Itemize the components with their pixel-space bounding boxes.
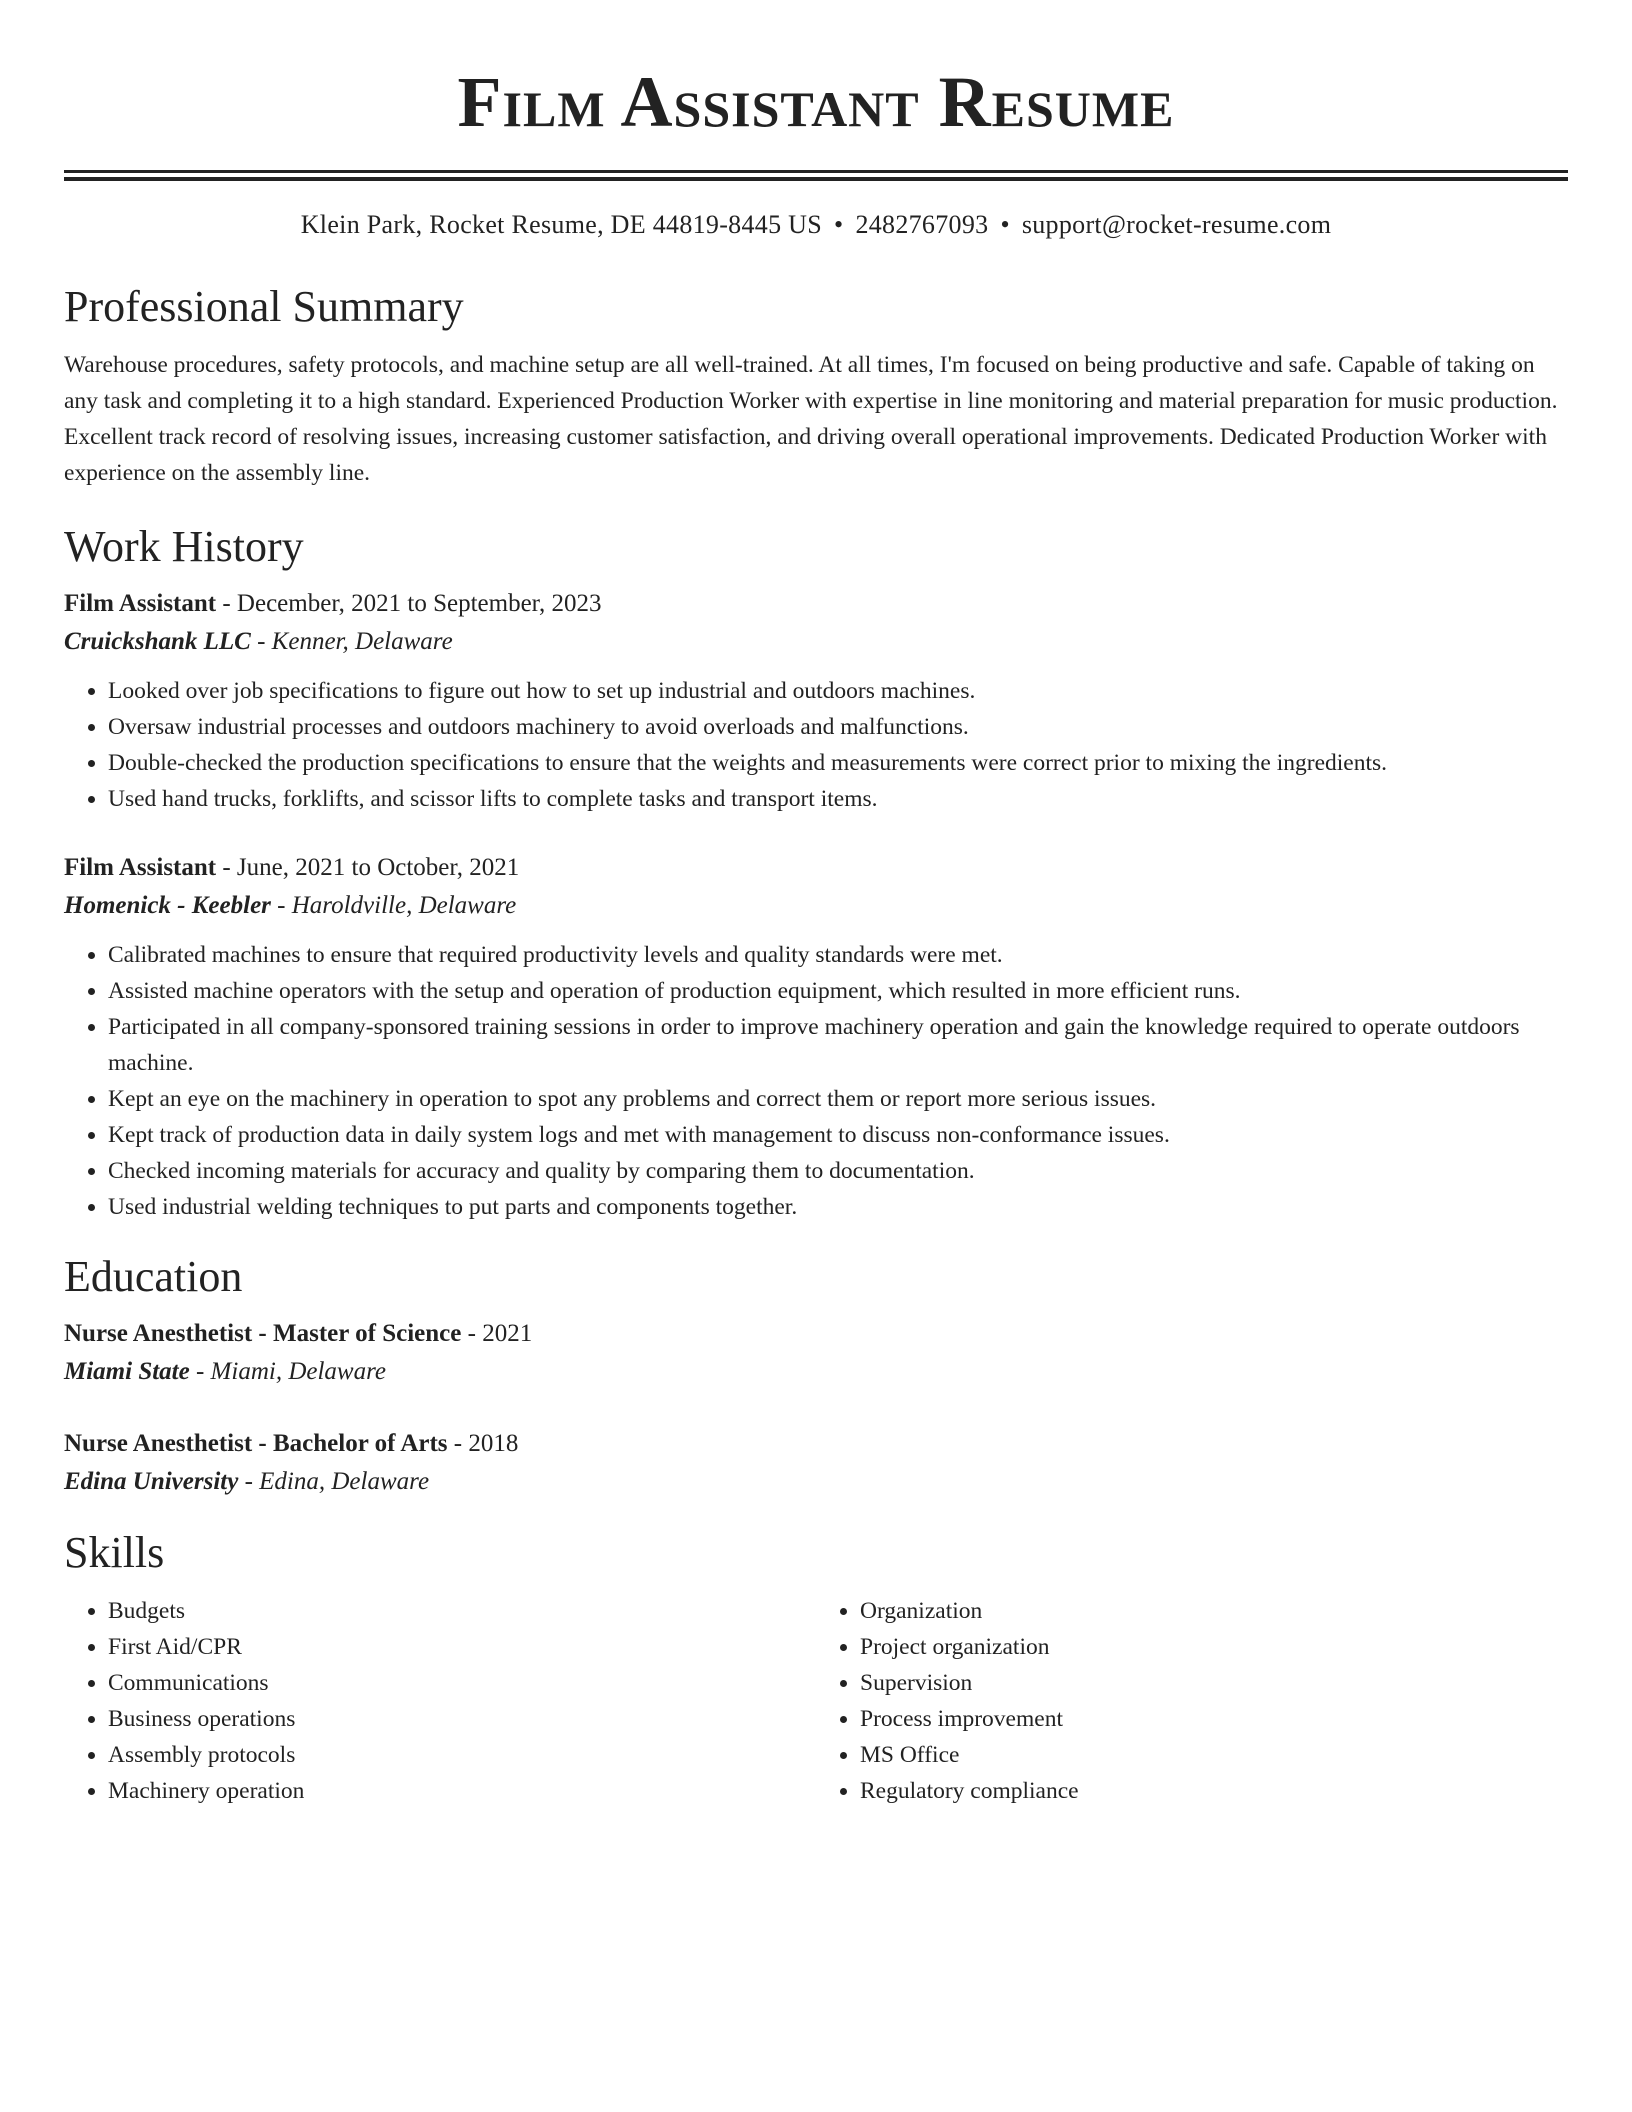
education-school-line bbox=[64, 1353, 1568, 1391]
job-company: Cruickshank LLC bbox=[64, 628, 251, 655]
job-dates: - December, 2021 to September, 2023 bbox=[216, 590, 602, 617]
job-duty: • Participated in all company-sponsored training sessions in order to improve machinery operation and gain the knowledge required to operate outdoors machine. bbox=[108, 1009, 1568, 1081]
job-dates: - June, 2021 to October, 2021 bbox=[216, 854, 520, 881]
job-location: - Haroldville, Delaware bbox=[270, 892, 517, 919]
job-duty: • Kept an eye on the machinery in operation to spot any problems and correct them or report more serious issues. bbox=[108, 1081, 1568, 1117]
contact-address: Klein Park, Rocket Resume, DE 44819-8445 US bbox=[300, 210, 823, 239]
job-duty: • Double-checked the production specifications to ensure that the weights and measurements were correct prior to mixing the ingredients. bbox=[108, 745, 1568, 781]
summary-text: Warehouse procedures, safety protocols, and machine setup are all well-trained. At all times, I'm focused on being productive and safe. Capable of taking on any task and completing it to a high standard. Experienced Production Worker with expertise in line monitoring and material preparation for music production. Excellent track record of resolving issues, increasing customer satisfaction, and driving overall operational improvements. Dedicated Production Worker with experience on the assembly line. bbox=[64, 352, 1558, 486]
skill-item: • Assembly protocols bbox=[108, 1737, 816, 1773]
education-header bbox=[64, 1425, 1568, 1463]
contact-separator: • bbox=[1000, 210, 1010, 239]
section-title-summary: Professional Summary bbox=[64, 282, 464, 331]
skills-grid bbox=[64, 1593, 1568, 1809]
skill-item: • Budgets bbox=[108, 1593, 816, 1629]
skills-list-right bbox=[816, 1593, 1568, 1809]
job-title: Film Assistant bbox=[64, 854, 217, 881]
education-location: - Miami, Delaware bbox=[189, 1358, 386, 1385]
education-school-line bbox=[64, 1463, 1568, 1501]
job-duty: • Assisted machine operators with the setup and operation of production equipment, which resulted in more efficient runs. bbox=[108, 973, 1568, 1009]
job-title: Film Assistant bbox=[64, 590, 217, 617]
skill-item: • Machinery operation bbox=[108, 1773, 816, 1809]
job-duties-list bbox=[64, 673, 1568, 817]
job-duty: • Kept track of production data in daily system logs and met with management to discuss non-conformance issues. bbox=[108, 1117, 1568, 1153]
job-duty: • Oversaw industrial processes and outdoors machinery to avoid overloads and malfunctions. bbox=[108, 709, 1568, 745]
skill-item: • Process improvement bbox=[860, 1701, 1568, 1737]
education-header bbox=[64, 1315, 1568, 1353]
education-entry bbox=[64, 1425, 1568, 1501]
education-school: Miami State bbox=[64, 1358, 190, 1385]
skill-item: • Regulatory compliance bbox=[860, 1773, 1568, 1809]
education-degree: Nurse Anesthetist - Master of Science bbox=[64, 1320, 462, 1347]
skill-item: • First Aid/CPR bbox=[108, 1629, 816, 1665]
education-degree: Nurse Anesthetist - Bachelor of Arts bbox=[64, 1430, 448, 1457]
contact-separator: • bbox=[834, 210, 844, 239]
job-company-line bbox=[64, 623, 1568, 661]
skills-list-left bbox=[64, 1593, 816, 1809]
job-duties-list bbox=[64, 937, 1568, 1225]
education-school: Edina University bbox=[64, 1468, 239, 1495]
section-title-skills: Skills bbox=[64, 1528, 165, 1577]
skill-item: • Project organization bbox=[860, 1629, 1568, 1665]
contact-email: support@rocket-resume.com bbox=[1021, 210, 1332, 239]
job-company: Homenick - Keebler bbox=[64, 892, 271, 919]
education-entry bbox=[64, 1315, 1568, 1391]
job-header bbox=[64, 849, 1568, 887]
skill-item: • Organization bbox=[860, 1593, 1568, 1629]
resume-title: Film Assistant Resume bbox=[457, 62, 1175, 142]
job-duty: • Calibrated machines to ensure that required productivity levels and quality standards were met. bbox=[108, 937, 1568, 973]
contact-line bbox=[64, 207, 1568, 243]
job-duty: • Checked incoming materials for accuracy and quality by comparing them to documentation. bbox=[108, 1153, 1568, 1189]
title-divider bbox=[64, 170, 1568, 181]
job-duty: • Used industrial welding techniques to put parts and components together. bbox=[108, 1189, 1568, 1225]
job-duty: • Used hand trucks, forklifts, and scissor lifts to complete tasks and transport items. bbox=[108, 781, 1568, 817]
section-title-education: Education bbox=[64, 1252, 243, 1301]
job-header bbox=[64, 585, 1568, 623]
skill-item: • Supervision bbox=[860, 1665, 1568, 1701]
education-year: - 2018 bbox=[447, 1430, 519, 1457]
job-company-line bbox=[64, 887, 1568, 925]
education-year: - 2021 bbox=[461, 1320, 533, 1347]
job-entry bbox=[64, 849, 1568, 1225]
skill-item: • MS Office bbox=[860, 1737, 1568, 1773]
skill-item: • Communications bbox=[108, 1665, 816, 1701]
section-title-work-history: Work History bbox=[64, 522, 304, 571]
job-entry bbox=[64, 585, 1568, 817]
skill-item: • Business operations bbox=[108, 1701, 816, 1737]
job-duty: • Looked over job specifications to figure out how to set up industrial and outdoors machines. bbox=[108, 673, 1568, 709]
contact-phone: 2482767093 bbox=[855, 210, 989, 239]
education-location: - Edina, Delaware bbox=[238, 1468, 430, 1495]
job-location: - Kenner, Delaware bbox=[250, 628, 453, 655]
